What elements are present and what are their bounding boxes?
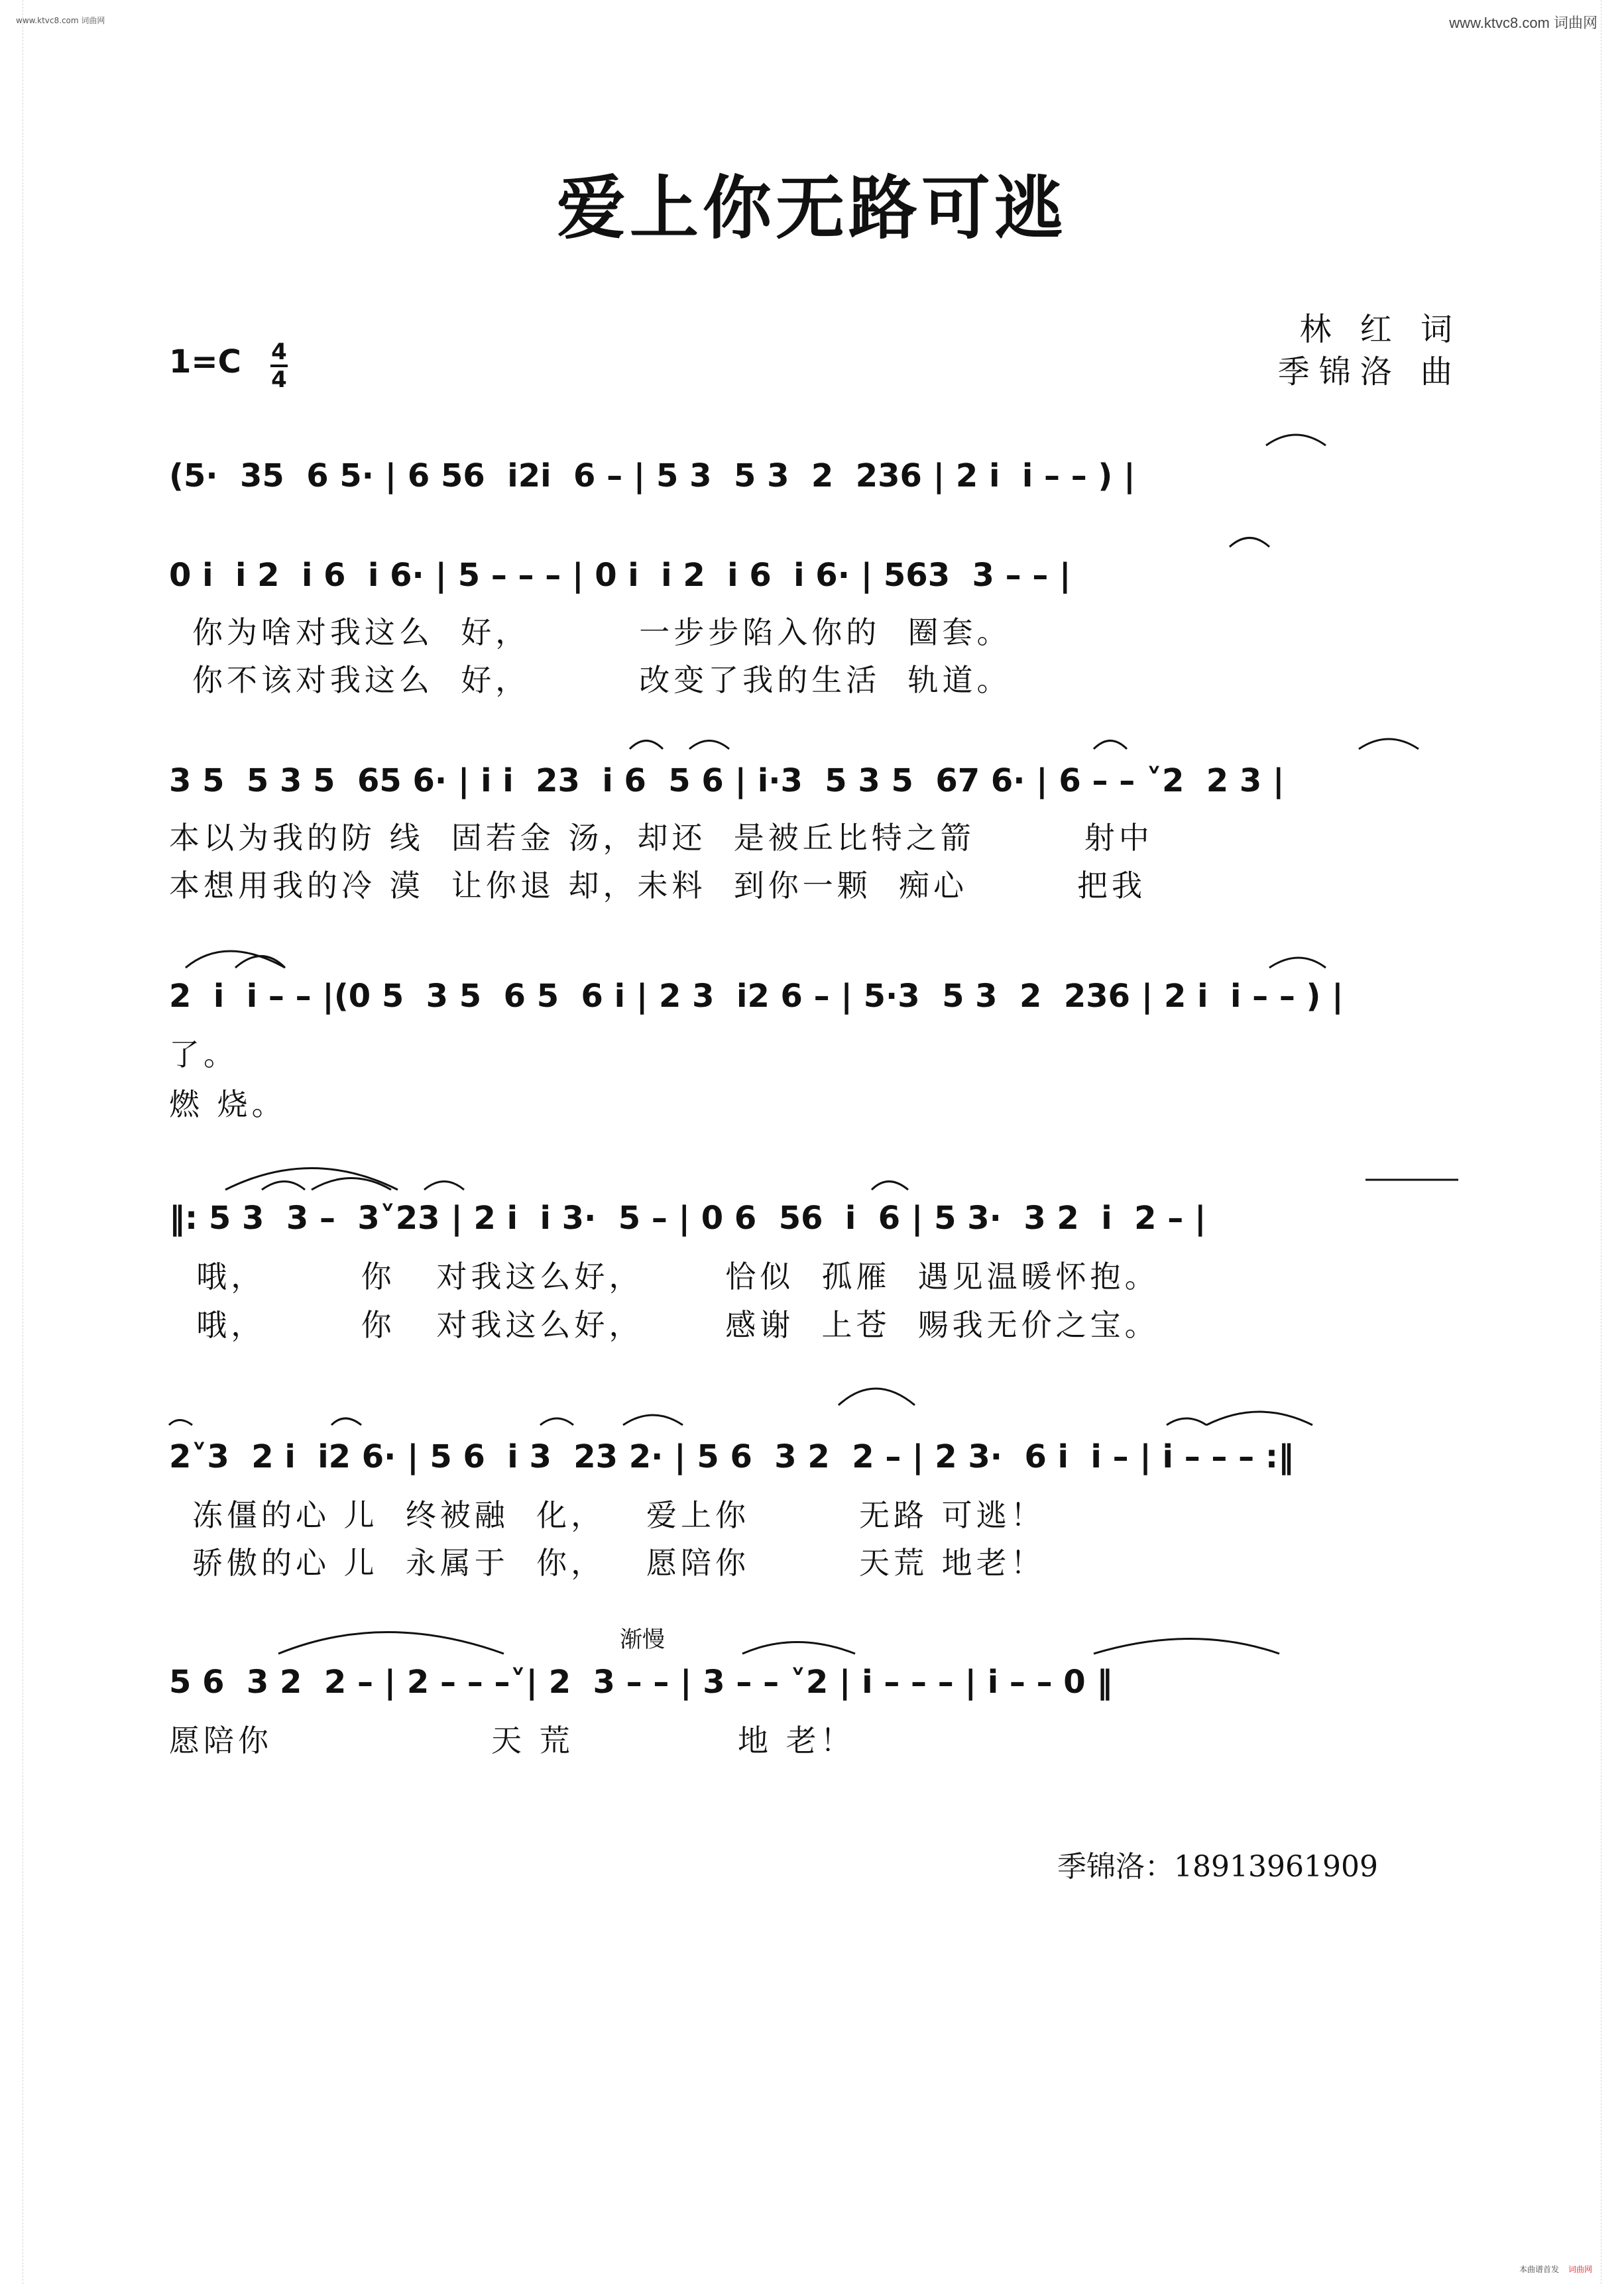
lyric-line-3a: 本以为我的防 线 固若金 汤，却还 是被丘比特之箭 射中 [169,820,1153,856]
slur-16 [169,1420,192,1426]
slur-24 [742,1642,855,1654]
tempo-marking: 渐慢 [620,1627,665,1653]
watermark-bottom-a: 本曲谱首发 [1519,2265,1559,2274]
slur-22 [1206,1412,1312,1425]
time-signature-top: 4 [271,339,287,365]
lyric-line-4a: 了。 [169,1037,238,1072]
lyric-line-2a: 你为啥对我这么 好， 一步步陷入你的 圈套。 [192,614,1012,650]
slur-7 [186,951,285,968]
lyric-line-2b: 你不该对我这么 好， 改变了我的生活 轨道。 [192,662,1012,698]
notation-line-3: 3 5 5 3 5 65 6· | i i 23 i 6 5 6 | i·3 5 3 5 67 6· | 6 – – ˅2 2 3 | [169,762,1285,799]
notation-line-5: ‖: 5 3 3 – 3˅23 | 2 i i 3· 5 – | 0 6 56 i 6 | 5 3· 3 2 i 2 – | [169,1200,1206,1237]
slur-9 [1269,958,1326,968]
song-title: 爱上你无路可逃 [556,167,1067,249]
lyric-line-4b: 燃 烧。 [169,1086,286,1122]
contact-info: 季锦洛：18913961909 [1057,1850,1378,1884]
lyric-line-6b: 骄傲的心 儿 永属于 你， 愿陪你 天荒 地老！ [192,1545,1045,1581]
slur-6 [1359,739,1419,749]
slur-3 [630,741,663,750]
slur-14 [872,1182,908,1190]
watermark-top-right: www.ktvc8.com 词曲网 [1449,15,1597,31]
slur-12 [312,1178,391,1190]
lyric-line-3b: 本想用我的冷 漠 让你退 却，未料 到你一颗 痴心 把我 [169,868,1146,903]
slur-19 [623,1415,683,1425]
lyric-line-6a: 冻僵的心 儿 终被融 化， 爱上你 无路 可逃！ [192,1497,1045,1533]
slur-20 [839,1389,915,1405]
time-signature-bottom: 4 [271,367,287,393]
slur-11 [262,1182,305,1190]
notation-line-7: 5 6 3 2 2 – | 2 – – –˅| 2 3 – – | 3 – – ˅2 | i – – – | i – – 0 ‖ [169,1664,1113,1701]
watermark-bottom-b: 词曲网 [1568,2265,1592,2274]
notation-line-1: (5· 35 6 5· | 6 56 i2i 6 – | 5 3 5 3 2 236 | 2 i i – – ) | [169,457,1135,494]
lyricist-credit: 林 红 词 [1299,311,1462,348]
slur-2 [1230,538,1269,547]
lyric-line-5a: 哦， 你 对我这么好， 恰似 孤雁 遇见温暖怀抱。 [169,1259,1159,1294]
key-signature: 1=C [169,343,241,380]
slur-21 [1167,1418,1206,1425]
slur-8 [235,956,285,968]
slur-17 [331,1418,361,1425]
notation-line-4: 2 i i – – |(0 5 3 5 6 5 6 i | 2 3 i2 6 – | 5·3 5 3 2 236 | 2 i i – – ) | [169,978,1344,1015]
notation-line-2: 0 i i 2 i 6 i 6· | 5 – – – | 0 i i 2 i 6 i 6· | 563 3 – – | [169,557,1071,594]
slur-1 [1266,435,1326,445]
watermark-top-left: www.ktvc8.com 词曲网 [16,16,105,25]
slur-13 [424,1182,464,1190]
lyric-line-5b: 哦， 你 对我这么好， 感谢 上苍 赐我无价之宝。 [169,1307,1159,1343]
slur-4 [689,741,729,750]
composer-credit: 季锦洛 曲 [1277,353,1462,390]
slur-5 [1094,741,1127,750]
slur-10 [225,1169,398,1190]
slur-18 [540,1418,573,1425]
notation-line-6: 2˅3 2 i i2 6· | 5 6 i 3 23 2· | 5 6 3 2 2 – | 2 3· 6 i i – | i – – – :‖ [169,1438,1295,1475]
slur-25 [1094,1639,1279,1654]
lyric-line-7a: 愿陪你 天 荒 地 老！ [169,1723,855,1758]
slur-23 [278,1632,504,1654]
